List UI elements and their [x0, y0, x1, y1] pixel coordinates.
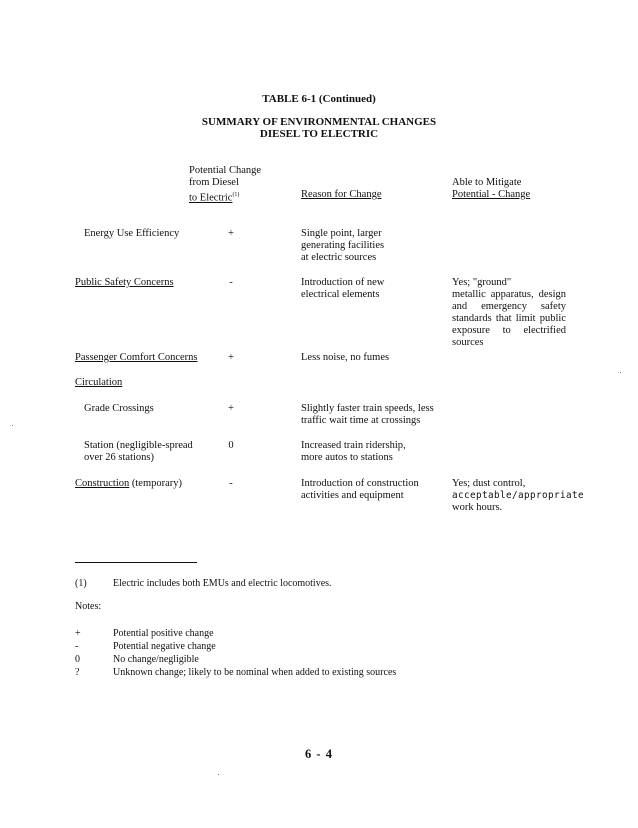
header-mitigate: Able to Mitigate Potential - Change — [452, 177, 531, 200]
scan-speck — [12, 425, 13, 426]
notes-heading: Notes: — [75, 601, 102, 612]
table-subtitle-1: SUMMARY OF ENVIRONMENTAL CHANGES — [201, 116, 437, 128]
page-number: 6 - 4 — [305, 747, 333, 761]
note-text: No change/negligible — [113, 654, 199, 665]
row-symbol-comfort: + — [228, 352, 234, 363]
scan-speck — [620, 372, 621, 373]
note-symbol: 0 — [75, 654, 80, 665]
note-symbol: - — [75, 641, 79, 652]
row-label-circulation: Circulation — [75, 377, 123, 388]
footnote-text: Electric includes both EMUs and electric locomotives. — [113, 578, 332, 589]
row-label-energy: Energy Use Efficiency — [84, 228, 180, 239]
row-label-station: Station (negligible-spread over 26 stations) — [84, 440, 193, 463]
row-symbol-safety: - — [229, 277, 233, 288]
row-reason-station: Increased train ridership, more autos to stations — [301, 440, 406, 463]
row-reason-comfort: Less noise, no fumes — [301, 352, 390, 363]
note-text: Unknown change; likely to be nominal when added to existing sources — [113, 667, 397, 678]
note-text: Potential negative change — [113, 641, 216, 652]
footnote-mark: (1) — [75, 578, 87, 589]
row-mitigate-construction: Yes; dust control, acceptable/appropriate work hours. — [452, 478, 584, 513]
row-label-safety: Public Safety Concerns — [75, 277, 174, 288]
note-symbol: + — [75, 628, 81, 639]
row-label-grade: Grade Crossings — [84, 403, 154, 414]
row-symbol-energy: + — [228, 228, 234, 239]
row-symbol-construction: - — [229, 478, 233, 489]
row-reason-construction: Introduction of construction activities and equipment — [301, 478, 419, 501]
row-symbol-station: 0 — [228, 440, 234, 451]
note-symbol: ? — [75, 667, 80, 678]
header-potential: Potential Change from Diesel to Electric$^{(1)}$ — [189, 165, 262, 204]
header-reason: Reason for Change — [301, 189, 382, 200]
row-reason-energy: Single point, larger generating facilities at electric sources — [301, 228, 385, 263]
row-label-comfort: Passenger Comfort Concerns — [75, 352, 198, 363]
row-reason-grade: Slightly faster train speeds, less traffic wait time at crossings — [301, 403, 434, 426]
note-text: Potential positive change — [113, 628, 214, 639]
table-subtitle-2: DIESEL TO ELECTRIC — [259, 128, 379, 140]
scan-speck — [218, 774, 219, 775]
row-mitigate-safety: Yes; "ground" metallic apparatus, design and emergency safety standards that limit public exposure to electrified sources — [452, 277, 566, 348]
row-symbol-grade: + — [228, 403, 234, 414]
table-title: TABLE 6-1 (Continued) — [262, 93, 376, 105]
row-reason-safety: Introduction of new electrical elements — [301, 277, 385, 300]
footnote-rule — [75, 562, 197, 563]
row-label-construction: Construction (temporary) — [75, 478, 183, 489]
